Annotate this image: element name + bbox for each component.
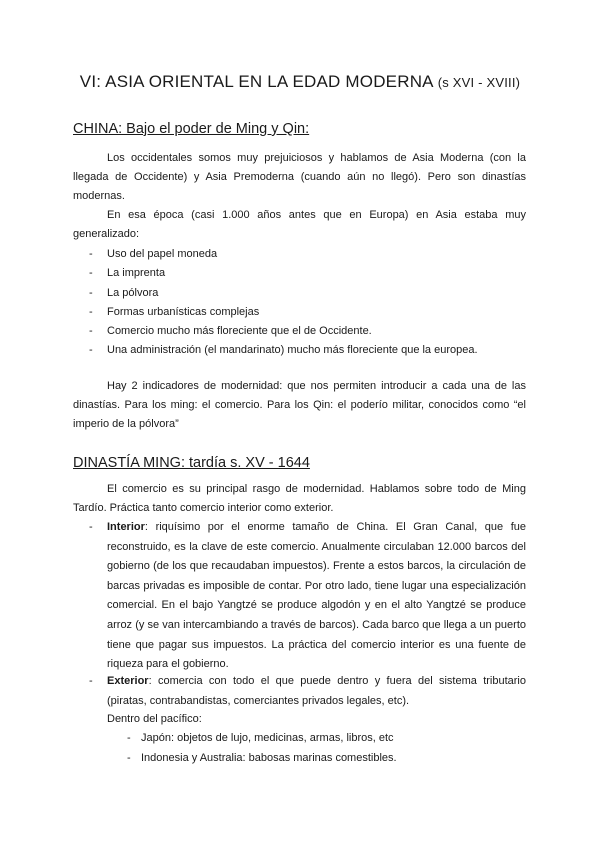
generalized-list	[73, 245, 526, 361]
exterior-label: Exterior	[107, 675, 149, 687]
exterior-item: - Exterior: comercia con todo el que puede dentro y fuera del sistema tributario (piratas, contrabandistas, comerciantes privados legales, etc).	[89, 675, 526, 707]
list-item: - La pólvora	[89, 286, 159, 299]
intro-paragraph-2: En esa época (casi 1.000 años antes que en Europa) en Asia estaba muy generalizado:	[73, 209, 526, 240]
pacific-list	[107, 729, 397, 769]
ming-paragraph: El comercio es su principal rasgo de modernidad. Hablamos sobre todo de Ming Tardío. Práctica tanto comercio interior como exterior.	[73, 483, 526, 514]
interior-text: : riquísimo por el enorme tamaño de China. El Gran Canal, que fue reconstruido, es la clave de este comercio. Anualmente circulaban 12.000 barcos del gobierno (de los que recaudaban impuestos). Frente a estos barcos, la circulación de barcas privadas es imposible de contar. Por otro lado, tiene lugar una especialización comercial. En el bajo Yangtzé se produce algodón y en el alto Yangtzé se produce arroz (y se van intercambiando a través de barcos). Cada barco que llega a un puerto tiene que pagar sus impuestos. La práctica del comercio interior es una fuente de riqueza para el gobierno.	[107, 521, 526, 671]
list-item: - Una administración (el mandarinato) mucho más floreciente que la europea.	[89, 344, 478, 357]
list-item: - La imprenta	[89, 267, 166, 280]
title-text: VI: ASIA ORIENTAL EN LA EDAD MODERNA	[79, 72, 433, 91]
list-item: - Uso del papel moneda	[89, 248, 218, 260]
ming-heading: DINASTÍA MING: tardía s. XV - 1644	[73, 455, 310, 471]
title-range: (s XVI - XVIII)	[437, 75, 521, 90]
interior-item: - Interior: riquísimo por el enorme tamaño de China. El Gran Canal, que fue reconstruido, es la clave de este comercio. Anualmente circulaban 12.000 barcos del gobierno (de los que recaudaban impuestos). Frente a estos barcos, la circulación de barcas privadas es imposible de contar. Por otro lado, tiene lugar una especialización comercial. En el bajo Yangtzé se produce algodón y en el alto Yangtzé se produce arroz (y se van intercambiando a través de barcos). Cada barco que llega a un puerto tiene que pagar sus impuestos. La práctica del comercio interior es una fuente de riqueza para el gobierno.	[89, 521, 526, 671]
list-item: - Indonesia y Australia: babosas marinas comestibles.	[127, 752, 397, 764]
list-item: - Comercio mucho más floreciente que el de Occidente.	[89, 325, 372, 338]
china-heading: CHINA: Bajo el poder de Ming y Qin:	[73, 121, 310, 137]
list-item: - Japón: objetos de lujo, medicinas, armas, libros, etc	[127, 732, 394, 744]
pacific-label: Dentro del pacífico:	[107, 713, 202, 725]
intro-paragraph-1: Los occidentales somos muy prejuiciosos y hablamos de Asia Moderna (con la llegada de Occidente) y Asia Premoderna (cuando aún no llegó). Pero son dinastías modernas.	[73, 152, 526, 202]
exterior-text: : comercia con todo el que puede dentro y fuera del sistema tributario (piratas, contrabandistas, comerciantes privados legales, etc).	[107, 675, 526, 707]
page-title	[0, 72, 600, 92]
indicators-paragraph: Hay 2 indicadores de modernidad: que nos permiten introducir a cada una de las dinastías. Para los ming: el comercio. Para los Qin: el poderío militar, conocidos como “el imperio de la pólvora”	[73, 380, 526, 430]
interior-label: Interior	[107, 521, 145, 533]
list-item: - Formas urbanísticas complejas	[89, 305, 260, 318]
